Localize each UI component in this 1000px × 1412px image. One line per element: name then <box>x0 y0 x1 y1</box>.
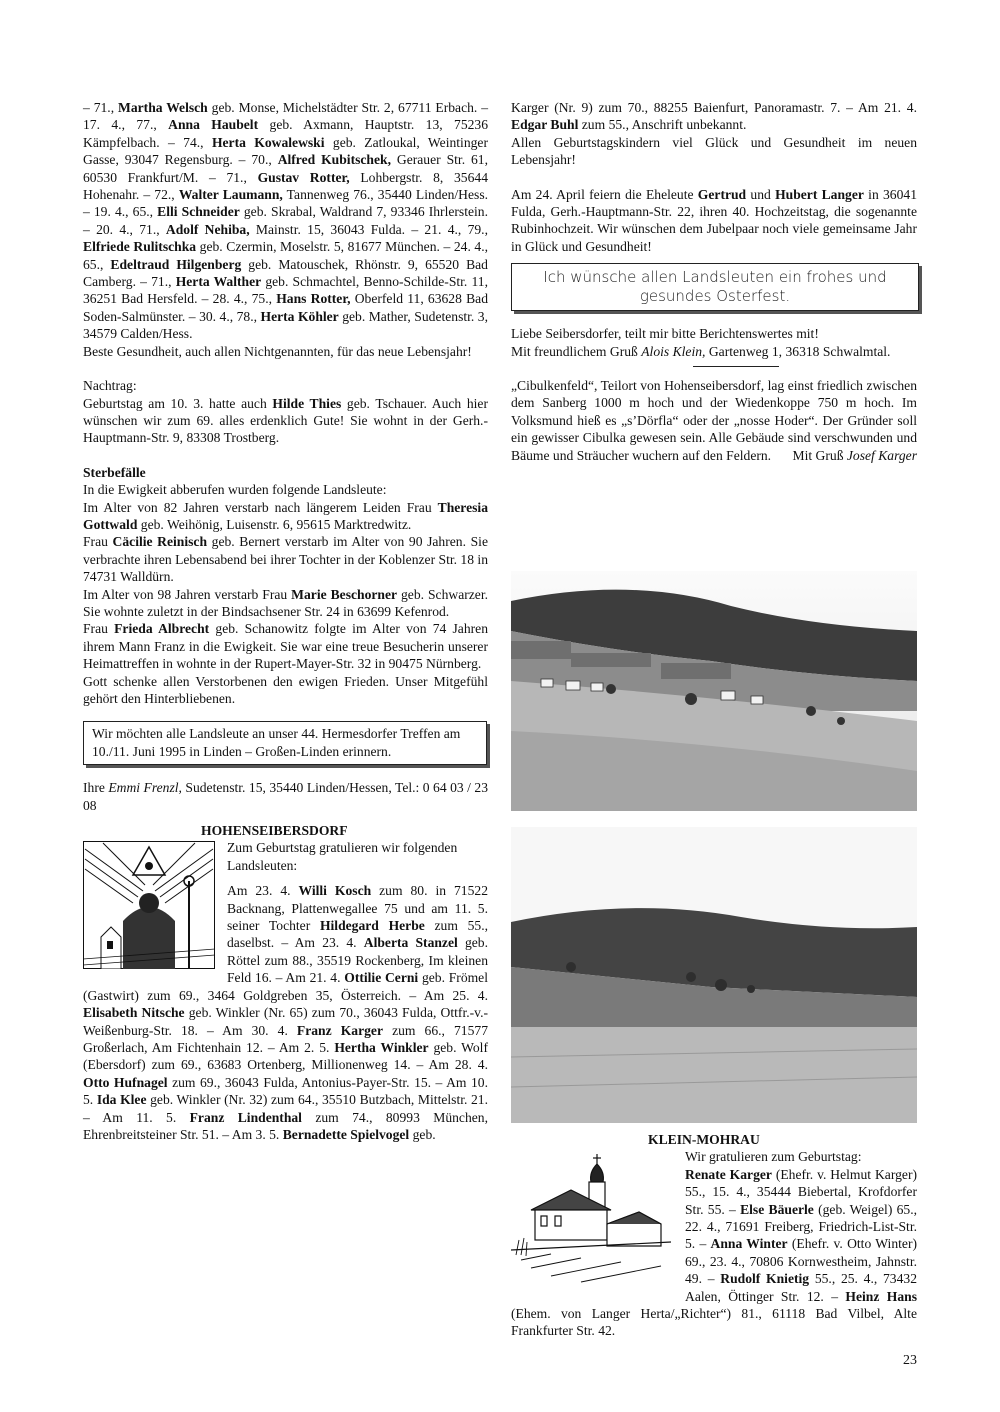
text-run: geb. Matouschek, Rhönstr. 9, 65520 Bad Camberg. – 71., <box>83 256 488 290</box>
text-run: zum 55., daselbst. – Am 23. 4. <box>227 918 489 951</box>
sterbefall-entry <box>83 499 488 534</box>
text-run: geb. Weihönig, Luisenstr. 6, 95615 Marktredwitz. <box>137 516 412 532</box>
sterbefaelle-list <box>83 481 488 707</box>
text-run: geb. Schmachtel, Benno-Schilde-Str. 11, 36251 Bad Hersfeld. – 28. 4., 75., <box>83 274 488 307</box>
text-run: zum 80. in 71522 Backnang, Plattenwegallee 75 und am 11. 5. seiner Tochter <box>227 883 488 934</box>
text-run: (geb. Weigel) 65., 22. 4., 71691 Freiberg, Friedrich-List-Str. 5. – <box>685 1201 917 1252</box>
person-name: Ottilie Cerni <box>344 970 419 986</box>
text-run: geb. Winkler (Nr. 32) zum 64., 35510 Butzbach, Mittelstr. 21. – Am 11. 5. <box>83 1092 489 1125</box>
nachtrag-label: Nachtrag: <box>83 378 137 394</box>
sterbefaelle-heading: Sterbefälle <box>83 464 146 480</box>
text-run: (Ehefr. v. Helmut Karger) 55., 15. 4., 35444 Biebertal, Krofdorfer Str. 55. – <box>685 1166 917 1217</box>
person-name: Anna Haubelt <box>168 117 259 133</box>
text-run: geb. Axmann, Hauptstr. 13, 75236 Kämpfelbach. – 74., <box>83 117 489 150</box>
text-run: geb. Mather, Sudetenstr. 3, 34579 Calden/Hess. <box>83 308 488 342</box>
kleinmohrau-section <box>511 1131 917 1340</box>
person-name: Theresia Gottwald <box>83 499 488 532</box>
text-run: (Ehem. von Langer Herta/„Richter“) 81., 61118 Bad Vilbel, Alte Frankfurter Str. 42. <box>511 1306 917 1339</box>
text-run: Mit freundlichem Gruß <box>511 343 642 359</box>
person-name: Otto Hufnagel <box>83 1074 168 1090</box>
right-column <box>511 99 917 464</box>
sterbefall-entry <box>83 481 488 498</box>
person-name: Cäcilie Reinisch <box>112 534 208 550</box>
person-name: Frieda Albrecht <box>114 621 210 637</box>
seibersdorf-request: Liebe Seibersdorfer, teilt mir bitte Berichtenswertes mit! <box>511 326 819 342</box>
text-run: zum 74., 80993 München, Ehrenbreitsteiner Str. 51. – Am 3. 5. <box>83 1109 488 1142</box>
cibulkenfeld-body: „Cibulkenfeld“, Teilort von Hohenseibersdorf, lag einst friedlich zwischen dem Sanberg 1000 m hoch und der Wiedenkoppe 750 m hoch. Im Volksmund hieß es „s’Dörfla“ oder der „nosse Hoder“. Der Gründer soll ein gewisser Cibulka gewesen sein. Alle Gebäude sind verschwunden und Bäume und Sträucher wuchern auf den Feldern. <box>511 378 917 463</box>
person-name: Anna Winter <box>710 1236 788 1252</box>
person-name: Herta Walther <box>175 274 262 290</box>
person-name: Bernadette Spielvogel <box>282 1126 410 1142</box>
text-run: Frau <box>83 621 115 637</box>
anniversary-text <box>511 186 917 256</box>
text-run: Im Alter von 98 Jahren verstarb Frau <box>83 586 292 602</box>
text-run: geb. Monse, Michelstädter Str. 2, 67711 Erbach. – 17. 4., 77., <box>83 100 489 133</box>
birthdays-closing: Beste Gesundheit, auch allen Nichtgenannten, für das neue Lebensjahr! <box>83 343 472 359</box>
person-name: Heinz Hans <box>845 1288 917 1304</box>
person-name: Hertha Winkler <box>334 1039 429 1055</box>
text-run: geb. Bernert verstarb im Alter von 90 Jahren. Sie verbrachte ihren Lebensabend bei ihrer Tochter in der Koblenzer Str. 18 in 74731 Walldürn. <box>83 534 488 585</box>
signature-name: Emmi Frenzl, <box>108 780 182 796</box>
text-run: Mainstr. 15, 36043 Fulda. – 21. 4., 79., <box>249 221 488 237</box>
kleinmohrau-heading: KLEIN-MOHRAU <box>648 1132 760 1147</box>
text-run: Oberfeld 11, 63628 Bad Soden-Salmünster. – 30. 4., 78., <box>83 291 488 324</box>
hohenseibersdorf-heading: HOHENSEIBERSDORF <box>201 823 348 839</box>
person-name: Hubert Langer <box>775 186 864 202</box>
text-run: Ihre <box>83 780 109 796</box>
person-name: Franz Karger <box>296 1022 383 1038</box>
text-run: zum 66., 71577 Großerlach, Am Fichtenhain 12. – Am 2. 5. <box>83 1022 488 1055</box>
person-name: Edgar Buhl <box>511 117 579 133</box>
page-number: 23 <box>903 1353 917 1368</box>
text-run: geb. Schanowitz folgte im Alter von 74 Jahren ihrem Mann Franz in die Ewigkeit. Sie war eine treue Besucherin unserer Heimattreffen in wohnte in der Rupert-Mayer-Str. 32 in 90475 Nürnberg. <box>83 621 488 672</box>
person-name: Herta Köhler <box>260 308 339 324</box>
nachtrag-text <box>83 395 488 447</box>
church-woodcut-icon <box>83 841 215 969</box>
text-run: in 36041 Fulda, Gerh.-Hauptmann-Str. 22, ihren 40. Hochzeitstag, die sogenannte Rubinhochzeit. Wir wünschen dem Jubelpaar noch viele gemeinsame Jahr in Glück und Gesundheit! <box>511 186 917 254</box>
text-run: geb. Czermin, Moselstr. 5, 81677 München. – 24. 4., 65., <box>83 239 489 272</box>
text-run: geb. Schwarzer. Sie wohnte zuletzt in der Bindsachsener Str. 24 in 63699 Kefenrod. <box>83 586 489 619</box>
person-name: Ida Klee <box>96 1092 147 1108</box>
text-run: In die Ewigkeit abberufen wurden folgende Landsleute: <box>83 482 387 498</box>
village-church-sketch-icon <box>511 1150 671 1290</box>
cibulkenfeld-text <box>511 377 917 464</box>
text-run: geb. Frömel (Gastwirt) zum 69., 3464 Goldgreben 35, Österreich. – Am 25. 4. <box>83 970 488 1003</box>
person-name: Marie Beschorner <box>291 586 398 602</box>
person-name: Franz Lindenthal <box>189 1109 302 1125</box>
easter-greeting-box <box>511 263 919 311</box>
text-run: geb. Zatloukal, Weintinger Gasse, 93047 Regensburg. – 70., <box>83 134 488 168</box>
treffen-notice <box>83 721 487 765</box>
text-run: geb. Wolf (Ebersdorf) zum 69., 63683 Ortenberg, Millionenweg 14. – Am 28. 4. <box>83 1039 488 1073</box>
karger-signature <box>793 447 917 464</box>
person-name: Elfriede Rulitschka <box>83 239 197 255</box>
person-name: Rudolf Knietig <box>720 1271 810 1287</box>
text-run: Geburtstag am 10. 3. hatte auch <box>83 395 273 411</box>
right-top-birthdays <box>511 99 917 134</box>
text-run: 55., 25. 4., 73432 Aalen, Öttinger Str. 12. – <box>685 1271 917 1304</box>
kleinmohrau-intro: Wir gratulieren zum Geburtstag: <box>685 1149 862 1165</box>
text-run: – 71., <box>83 100 118 115</box>
sterbefall-entry <box>83 533 488 585</box>
text-run: geb. Skrabal, Waldrand 7, 93346 Ihrlerstein. – 20. 4., 71., <box>83 204 488 237</box>
hohenseibersdorf-intro: Zum Geburtstag gratulieren wir folgenden Landsleuten: <box>227 840 458 873</box>
left-column <box>83 99 488 1143</box>
person-name: Herta Kowalewski <box>211 134 325 150</box>
person-name: Adolf Nehiba, <box>165 221 250 237</box>
sterbefall-entry <box>83 673 488 708</box>
text-run: Lohbergstr. 8, 35644 Hohenahr. – 72., <box>83 169 488 203</box>
text-run: Tannenweg 76., 35440 Linden/Hess. – 19. 4., 65., <box>83 187 489 220</box>
klein-signature <box>511 343 917 360</box>
text-run: Mit Gruß <box>792 447 847 463</box>
birthdays-continued <box>83 99 488 343</box>
easter-greeting-text: Ich wünsche allen Landsleuten ein frohes und gesundes Osterfest. <box>543 268 887 306</box>
person-name: Hilde Thies <box>272 395 342 411</box>
person-name: Martha Welsch <box>118 100 208 115</box>
person-name: Edeltraud Hilgenberg <box>110 256 242 272</box>
text-run: geb. Röttel zum 88., 35519 Rockenberg, Im kleinen Feld 16. – Am 21. 4. <box>227 935 488 986</box>
sterbefall-entry <box>83 620 488 672</box>
right-wish: Allen Geburtstagskindern viel Glück und Gesundheit im neuen Lebensjahr! <box>511 134 917 168</box>
text-run: Am 23. 4. <box>227 883 299 899</box>
person-name: Alfred Kubitschek, <box>277 152 391 168</box>
person-name: Elli Schneider <box>157 204 240 220</box>
sign-off-frenzl <box>83 779 488 814</box>
landscape-photo-bottom <box>511 827 917 1123</box>
sterbefall-entry <box>83 586 488 621</box>
person-name: Alberta Stanzel <box>363 935 458 951</box>
person-name: Gertrud <box>697 186 747 202</box>
person-name: Willi Kosch <box>298 883 372 899</box>
person-name: Walter Laumann, <box>178 187 283 203</box>
text-run: Karger (Nr. 9) zum 70., 88255 Baienfurt, Panoramastr. 7. – Am 21. 4. <box>511 100 917 115</box>
text-run: Im Alter von 82 Jahren verstarb nach längerem Leiden Frau <box>83 499 438 515</box>
divider-rule <box>693 366 779 367</box>
text-run: Gerauer Str. 61, 60530 Frankfurt/M. – 71., <box>83 152 488 185</box>
person-name: Hildegard Herbe <box>319 918 425 934</box>
person-name: Hans Rotter, <box>276 291 351 307</box>
signature-name: Alois Klein, <box>641 343 706 359</box>
signature-name: Josef Karger <box>846 447 917 463</box>
text-run: zum 69., 36043 Fulda, Antonius-Payer-Str. 15. – Am 10. 5. <box>83 1074 488 1108</box>
text-run: und <box>746 186 776 202</box>
text-run: (Ehefr. v. Otto Winter) 69., 23. 4., 70806 Kornwestheim, Jahnstr. 49. – <box>685 1236 917 1287</box>
text-run: Gott schenke allen Verstorbenen den ewigen Frieden. Unser Mitgefühl gehört den Hinterbliebenen. <box>83 673 488 706</box>
text-run: Sudetenstr. 15, 35440 Linden/Hessen, Tel.: 0 64 03 / 23 08 <box>83 780 489 813</box>
text-run: geb. Winkler (Nr. 65) zum 70., 36043 Fulda, Ottfr.-v.-Weißenburg-Str. 18. – Am 30. 4. <box>83 1005 488 1038</box>
text-run: Am 24. April feiern die Eheleute <box>511 186 698 202</box>
text-run: Gartenweg 1, 36318 Schwalmtal. <box>705 343 891 359</box>
text-run: Frau <box>83 534 113 550</box>
treffen-notice-text: Wir möchten alle Landsleute an unser 44. Hermesdorfer Treffen am 10./11. Juni 1995 in Linden – Großen-Linden erinnern. <box>92 726 461 759</box>
person-name: Gustav Rotter, <box>257 169 350 185</box>
person-name: Elisabeth Nitsche <box>83 1005 185 1021</box>
landscape-photo-top <box>511 571 917 811</box>
text-run: geb. Tschauer. Auch hier wünschen wir zum 69. alles erdenklich Gute! Sie wohnt in der Gerh.-Hauptmann-Str. 9, 83308 Trostberg. <box>83 395 488 446</box>
person-name: Else Bäuerle <box>740 1201 814 1217</box>
text-run: geb. <box>409 1126 436 1142</box>
person-name: Renate Karger <box>685 1166 772 1182</box>
text-run: zum 55., Anschrift unbekannt. <box>578 117 747 133</box>
